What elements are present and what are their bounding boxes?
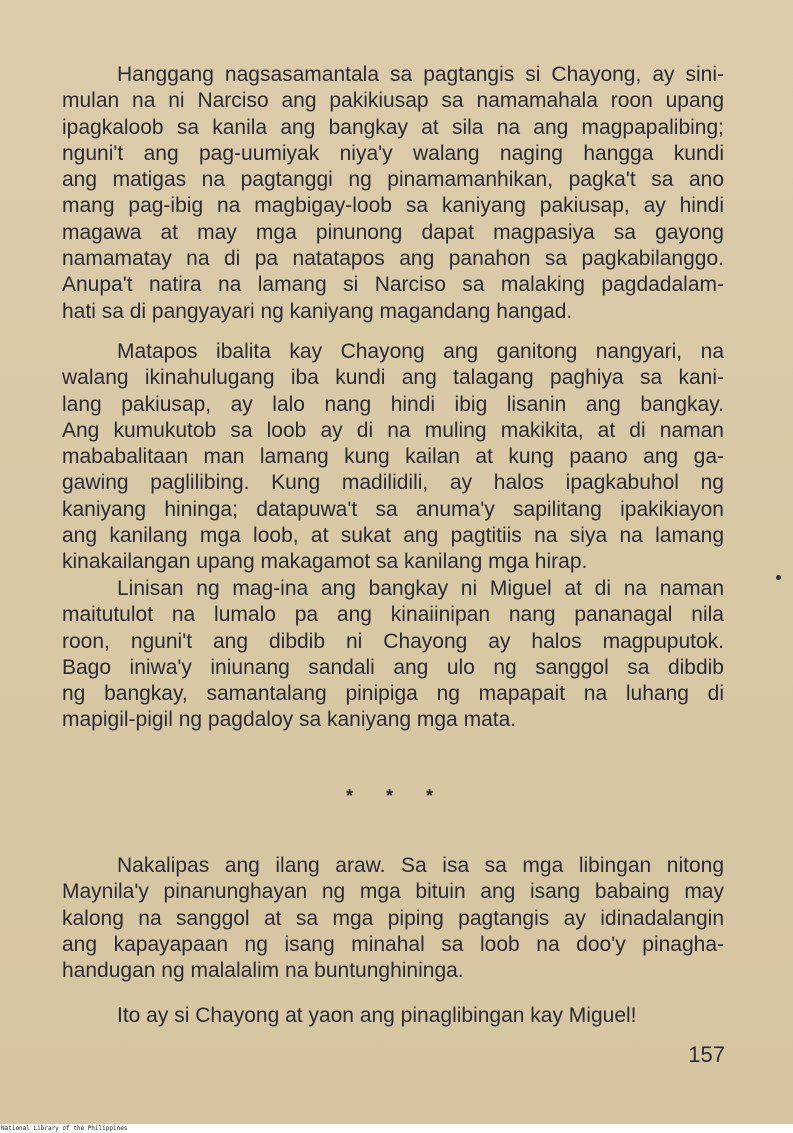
text-line: lang pakiusap, ay lalo nang hindi ibig lisanin ang bangkay. — [62, 392, 724, 416]
text-line: Hanggang nagsasamantala sa pagtangis si Chayong, ay sini- — [117, 63, 724, 86]
text-line: ang kapayapaan ng isang minahal sa loob na doo'y pinagha- — [62, 932, 724, 956]
text-line: maitutulot na lumalo pa ang kinaiinipan nang pananagal nila — [62, 603, 724, 627]
text-line: mapigil-pigil ng pagdaloy sa kaniyang mga mata. — [62, 708, 517, 732]
text-line: ng bangkay, samantalang pinipiga ng mapapait na luhang di — [62, 682, 724, 706]
text-line: walang ikinahulugang iba kundi ang talagang paghiya sa kani- — [62, 366, 724, 390]
text-line: gawing paglilibing. Kung madilidili, ay halos ipagkabuhol ng — [62, 471, 724, 495]
paper-speck — [776, 575, 781, 580]
text-line: Nakalipas ang ilang araw. Sa isa sa mga libingan nitong — [117, 854, 724, 877]
text-line: Anupa't natira na lamang si Narciso sa malaking pagdadalam- — [62, 273, 724, 297]
text-line: mababalitaan man lamang kung kailan at kung paano ang ga- — [62, 445, 724, 469]
page-number: 157 — [688, 1042, 725, 1067]
text-line: Bago iniwa'y iniunang sandali ang ulo ng sanggol sa dibdib — [62, 655, 724, 679]
text-line: ang matigas na pagtanggi ng pinamamanhikan, pagka't sa ano — [62, 168, 724, 192]
text-line: kinakailangan upang makagamot sa kanilang mga hirap. — [62, 550, 588, 574]
text-line: handugan ng malalalim na buntunghininga. — [62, 959, 464, 983]
text-line: roon, nguni't ang dibdib ni Chayong ay halos magpuputok. — [62, 629, 724, 653]
text-line: ang kanilang mga loob, at sukat ang pagtitiis na siya na lamang — [62, 524, 724, 548]
text-line: hati sa di pangyayari ng kaniyang magandang hangad. — [62, 299, 573, 323]
section-separator: * * * — [345, 786, 448, 806]
text-line: nguni't ang pag-uumiyak niya'y walang naging hangga kundi — [62, 141, 724, 165]
text-line: Linisan ng mag-ina ang bangkay ni Miguel at di na naman — [117, 577, 724, 600]
footer-text: National Library of the Philippines — [1, 1125, 128, 1132]
text-line: mang pag-ibig na magbigay-loob sa kaniyang pakiusap, ay hindi — [62, 194, 724, 218]
paragraph-3 — [62, 576, 724, 734]
text-line: mulan na ni Narciso ang pakikiusap sa namamahala roon upang — [62, 89, 724, 113]
text-line: Ang kumukutob sa loob ay di na muling makikita, at di naman — [62, 418, 724, 442]
paragraph-5 — [62, 1003, 724, 1029]
text-line: Maynila'y pinanunghayan ng mga bituin ang isang babaing may — [62, 880, 724, 904]
paragraph-2 — [62, 339, 724, 576]
text-line: Ito ay si Chayong at yaon ang pinaglibingan kay Miguel! — [117, 1004, 637, 1027]
text-line: kalong na sanggol at sa mga piping pagtangis ay idinadalangin — [62, 906, 724, 930]
text-line: namamatay na di pa natatapos ang panahon sa pagkabilanggo. — [62, 247, 724, 271]
text-line: magawa at may mga pinunong dapat magpasiya sa gayong — [62, 220, 724, 244]
library-footer — [0, 1124, 793, 1133]
text-line: ipagkaloob sa kanila ang bangkay at sila na ang magpapalibing; — [62, 115, 724, 139]
text-line: Matapos ibalita kay Chayong ang ganitong nangyari, na — [117, 340, 724, 363]
paragraph-1 — [62, 62, 724, 325]
paragraph-4 — [62, 853, 724, 984]
text-line: kaniyang hininga; datapuwa't sa anuma'y sapilitang ipakikiayon — [62, 497, 724, 521]
